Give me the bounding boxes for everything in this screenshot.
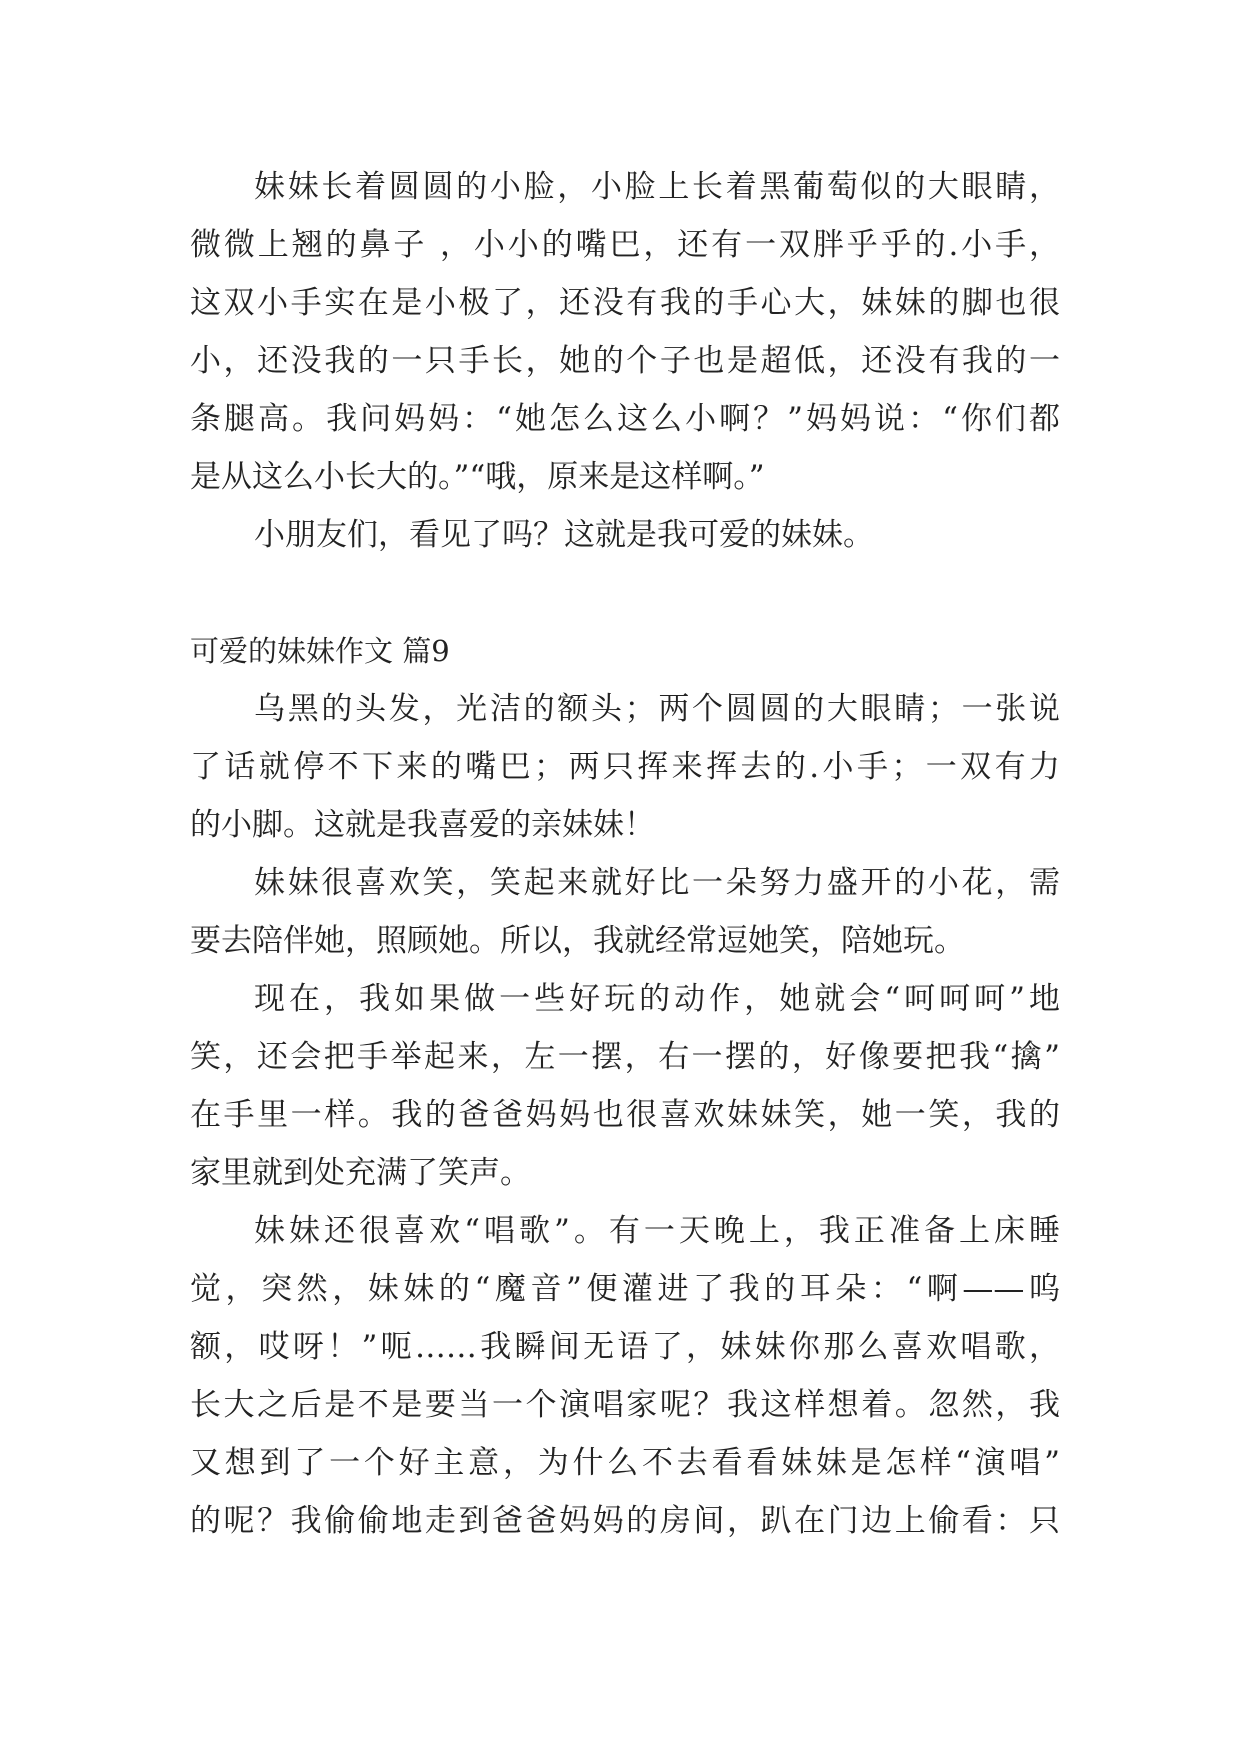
text-line: 妹妹很喜欢笑，笑起来就好比一朵努力盛开的小花，需 (254, 865, 1060, 901)
text-line: 现在，我如果做一些好玩的动作，她就会“呵呵呵”地 (254, 981, 1060, 1017)
paragraph (190, 970, 1060, 1202)
text-line: 妹妹长着圆圆的小脸，小脸上长着黑葡萄似的大眼睛， (254, 169, 1060, 205)
text-line: 微微上翘的鼻子 ，小小的嘴巴，还有一双胖乎乎的.小手， (190, 227, 1060, 263)
text-line: 的小脚。这就是我喜爱的亲妹妹！ (190, 807, 655, 843)
paragraph (190, 680, 1060, 854)
text-line: 觉，突然，妹妹的“魔音”便灌进了我的耳朵：“啊——呜 (190, 1271, 1060, 1307)
paragraph (190, 506, 1060, 564)
text-line: 条腿高。我问妈妈：“她怎么这么小啊？”妈妈说：“你们都 (190, 401, 1060, 437)
text-line: 乌黑的头发，光洁的额头；两个圆圆的大眼睛；一张说 (254, 691, 1060, 727)
text-line: 笑，还会把手举起来，左一摆，右一摆的，好像要把我“擒” (190, 1039, 1060, 1075)
text-line: 的呢？我偷偷地走到爸爸妈妈的房间，趴在门边上偷看：只 (190, 1503, 1060, 1539)
text-line: 长大之后是不是要当一个演唱家呢？我这样想着。忽然，我 (190, 1387, 1060, 1423)
text-line: 又想到了一个好主意，为什么不去看看妹妹是怎样“演唱” (190, 1445, 1060, 1481)
text-line: 这双小手实在是小极了，还没有我的手心大，妹妹的脚也很 (190, 285, 1060, 321)
text-line: 了话就停不下来的嘴巴；两只挥来挥去的.小手；一双有力 (190, 749, 1060, 785)
text-line: 在手里一样。我的爸爸妈妈也很喜欢妹妹笑，她一笑，我的 (190, 1097, 1060, 1133)
paragraph (190, 854, 1060, 970)
section-heading: 可爱的妹妹作文 篇9 (190, 634, 450, 668)
paragraph (190, 1202, 1060, 1550)
paragraph (190, 158, 1060, 506)
text-line: 妹妹还很喜欢“唱歌”。有一天晚上，我正准备上床睡 (254, 1213, 1060, 1249)
section-spacer (190, 564, 1060, 622)
text-line: 小，还没我的一只手长，她的个子也是超低，还没有我的一 (190, 343, 1060, 379)
text-line: 小朋友们，看见了吗？这就是我可爱的妹妹。 (254, 517, 874, 553)
text-line: 家里就到处充满了笑声。 (190, 1155, 531, 1191)
document-body (190, 158, 1060, 1550)
text-line: 是从这么小长大的。”“哦，原来是这样啊。” (190, 459, 765, 495)
text-line: 要去陪伴她，照顾她。所以，我就经常逗她笑，陪她玩。 (190, 923, 965, 959)
text-line: 额，哎呀！”呃……我瞬间无语了，妹妹你那么喜欢唱歌， (190, 1329, 1060, 1365)
